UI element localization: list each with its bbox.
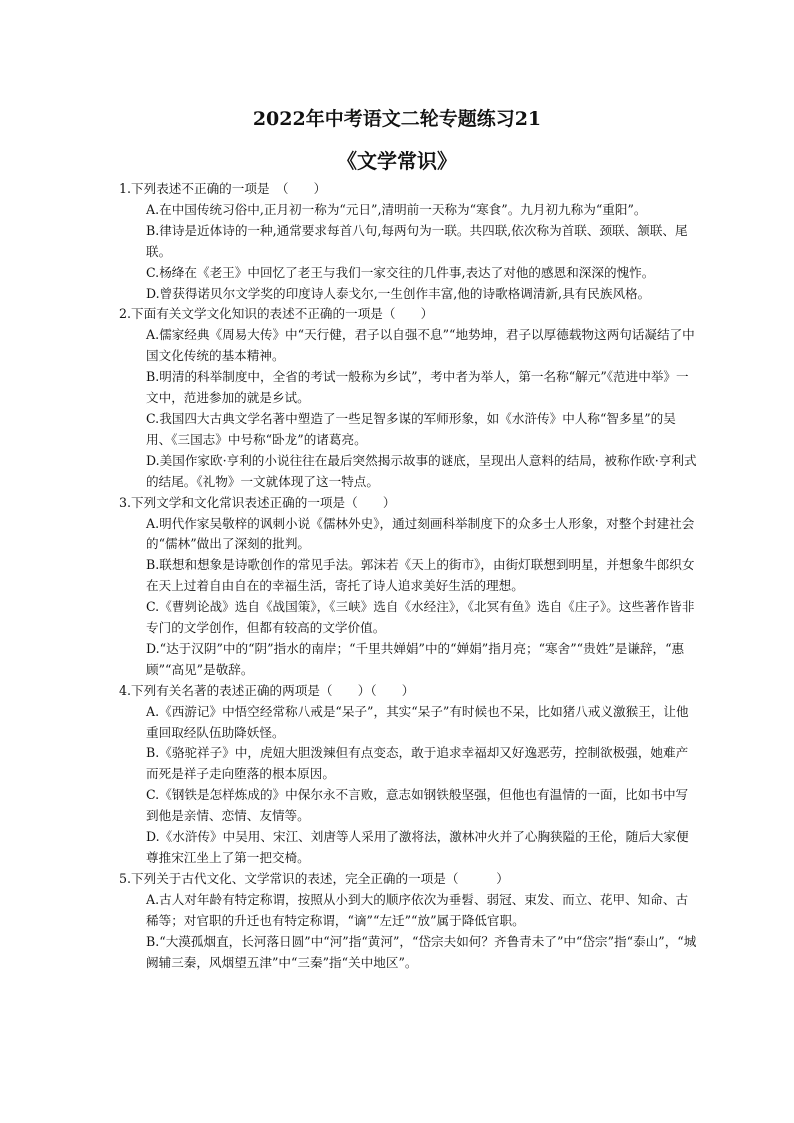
question-stem: 2.下面有关文学文化知识的表述不正确的一项是（ ） bbox=[119, 306, 434, 322]
question-2 bbox=[119, 304, 699, 492]
option-b: B.《骆驼祥子》中，虎妞大胆泼辣但有点变态，敢于追求幸福却又好逸恶劳，控制欲极强，她难产而死是祥子走向堕落的根本原因。 bbox=[146, 745, 689, 782]
question-stem: 3.下列文学和文化常识表述正确的一项是（ ） bbox=[119, 494, 396, 510]
option-a: A.古人对年龄有特定称谓，按照从小到大的顺序依次为垂髫、弱冠、束发、而立、花甲、知命、古稀等；对官职的升迁也有特定称谓，“谪”“左迁”“放”属于降低官职。 bbox=[146, 891, 689, 928]
option-d: D.美国作家欧·亨利的小说往往在最后突然揭示故事的谜底，呈现出人意料的结局，被称作欧·亨利式的结尾。《礼物》一文就体现了这一特点。 bbox=[146, 452, 697, 489]
document-title: 2022年中考语文二轮专题练习21 bbox=[252, 108, 542, 130]
question-list bbox=[119, 179, 699, 973]
option-c: C.杨绛在《老王》中回忆了老王与我们一家交往的几件事,表达了对他的感恩和深深的愧怍。 bbox=[146, 264, 655, 280]
option-a: A.明代作家吴敬梓的讽刺小说《儒林外史》，通过刻画科举制度下的众多士人形象，对整个封建社会的“儒林”做出了深刻的批判。 bbox=[146, 515, 695, 552]
question-5 bbox=[119, 869, 699, 974]
option-d: D.“达于汉阴”中的“阴”指水的南岸；“千里共婵娟”中的“婵娟”指月亮；“寒舍”“贵姓”是谦辞，“惠顾”“高见”是敬辞。 bbox=[146, 640, 685, 677]
option-b: B.联想和想象是诗歌创作的常见手法。郭沫若《天上的街市》，由街灯联想到明星，并想象牛郎织女在天上过着自由自在的幸福生活，寄托了诗人追求美好生活的理想。 bbox=[146, 557, 695, 594]
option-c: C.《曹刿论战》选自《战国策》，《三峡》选自《水经注》，《北冥有鱼》选自《庄子》。这些著作皆非专门的文学创作，但都有较高的文学价值。 bbox=[146, 599, 695, 636]
option-a: A.《西游记》中悟空经常称八戒是“呆子”，其实“呆子”有时候也不呆，比如猪八戒义激猴王，让他重回取经队伍助降妖怪。 bbox=[146, 703, 689, 740]
document-subtitle: 《文学常识》 bbox=[337, 149, 457, 173]
question-3 bbox=[119, 493, 699, 681]
question-stem: 1.下列表述不正确的一项是 （ ） bbox=[119, 181, 327, 196]
option-c: C.我国四大古典文学名著中塑造了一些足智多谋的军师形象，如《水浒传》中人称“智多星”的吴用、《三国志》中号称“卧龙”的诸葛亮。 bbox=[146, 410, 676, 447]
option-b: B.律诗是近体诗的一种,通常要求每首八句,每两句为一联。共四联,依次称为首联、颈联、颔联、尾联。 bbox=[146, 222, 688, 259]
option-c: C.《钢铁是怎样炼成的》中保尔永不言败，意志如钢铁般坚强，但他也有温情的一面，比如书中写到他是亲情、恋情、友情等。 bbox=[146, 787, 689, 824]
question-stem: 5.下列关于古代文化、文学常识的表述，完全正确的一项是（ ） bbox=[119, 870, 509, 886]
option-b: B.明清的科举制度中，全省的考试一般称为乡试”，考中者为举人，第一名称“解元”《范进中举》一文中，范进参加的就是乡试。 bbox=[146, 369, 689, 406]
option-a: A.儒家经典《周易大传》中“天行健，君子以自强不息”“地势坤，君子以厚德载物这两句话凝结了中国文化传统的基本精神。 bbox=[146, 327, 695, 364]
option-d: D.曾获得诺贝尔文学奖的印度诗人泰戈尔,一生创作丰富,他的诗歌格调清新,具有民族风格。 bbox=[146, 285, 651, 301]
question-stem: 4.下列有关名著的表述正确的两项是（ ）（ ） bbox=[119, 682, 415, 698]
option-a: A.在中国传统习俗中,正月初一称为“元日”,清明前一天称为“寒食”。九月初九称为“重阳”。 bbox=[146, 201, 647, 217]
question-4 bbox=[119, 681, 699, 869]
option-b: B.“大漠孤烟直，长河落日圆”中“河”指“黄河”，“岱宗夫如何？齐鲁青未了”中“岱宗”指“泰山”，“城阙辅三秦，风烟望五津”中“三秦”指“关中地区”。 bbox=[146, 933, 697, 970]
option-d: D.《水浒传》中吴用、宋江、刘唐等人采用了激将法，激林冲火并了心胸狭隘的王伦，随后大家便尊推宋江坐上了第一把交椅。 bbox=[146, 829, 689, 865]
question-1 bbox=[119, 179, 699, 304]
